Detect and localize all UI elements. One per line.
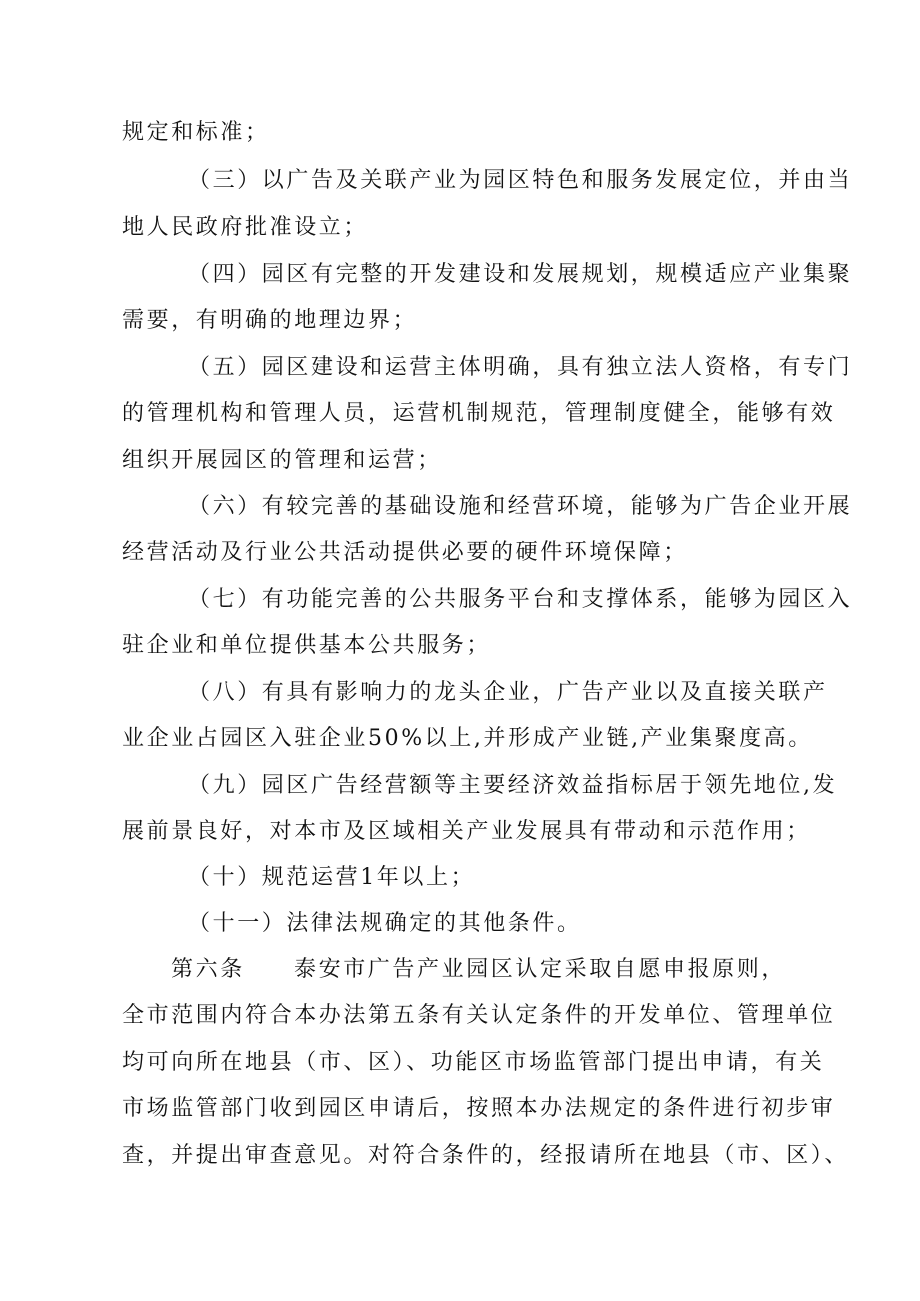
- text-line-23: 查，并提出审查意见。对符合条件的，经报请所在地县（市、区）、: [122, 1143, 850, 1168]
- text-line-6: （五）园区建设和运营主体明确，具有独立法人资格，有专门: [188, 355, 853, 380]
- text-line-21: 均可向所在地县（市、区）、功能区市场监管部门提出申请，有关: [122, 1050, 825, 1075]
- text-line-2: （三）以广告及关联产业为园区特色和服务发展定位，并由当: [188, 168, 853, 193]
- text-line-14: 业企业占园区入驻企业50%以上,并形成产业链,产业集聚度高。: [122, 726, 813, 751]
- text-line-16: 展前景良好，对本市及区域相关产业发展具有带动和示范作用；: [122, 819, 811, 844]
- text-line-11: （七）有功能完善的公共服务平台和支撑体系，能够为园区入: [188, 587, 853, 612]
- text-line-15: （九）园区广告经营额等主要经济效益指标居于领先地位,发: [188, 773, 838, 798]
- text-line-8: 组织开展园区的管理和运营；: [122, 448, 442, 473]
- text-line-13: （八）有具有影响力的龙头企业，广告产业以及直接关联产: [188, 680, 828, 705]
- text-line-7: 的管理机构和管理人员，运营机制规范，管理制度健全，能够有效: [122, 401, 836, 426]
- text-line-22: 市场监管部门收到园区申请后，按照本办法规定的条件进行初步审: [122, 1096, 836, 1121]
- text-line-3: 地人民政府批准设立；: [122, 215, 369, 240]
- text-line-12: 驻企业和单位提供基本公共服务；: [122, 633, 492, 658]
- text-line-20: 全市范围内符合本办法第五条有关认定条件的开发单位、管理单位: [122, 1003, 836, 1028]
- article-heading-line: 第六条 泰安市广告产业园区认定采取自愿申报原则，: [171, 957, 787, 982]
- text-line-10: 经营活动及行业公共活动提供必要的硬件环境保障；: [122, 540, 688, 565]
- text-line-9: （六）有较完善的基础设施和经营环境，能够为广告企业开展: [188, 494, 853, 519]
- text-line-1: 规定和标准；: [122, 120, 270, 145]
- text-line-18: （十一）法律法规确定的其他条件。: [188, 911, 582, 936]
- text-line-5: 需要，有明确的地理边界；: [122, 308, 418, 333]
- text-line-17: （十）规范运营1年以上；: [188, 865, 476, 890]
- text-line-4: （四）园区有完整的开发建设和发展规划，规模适应产业集聚: [188, 262, 853, 287]
